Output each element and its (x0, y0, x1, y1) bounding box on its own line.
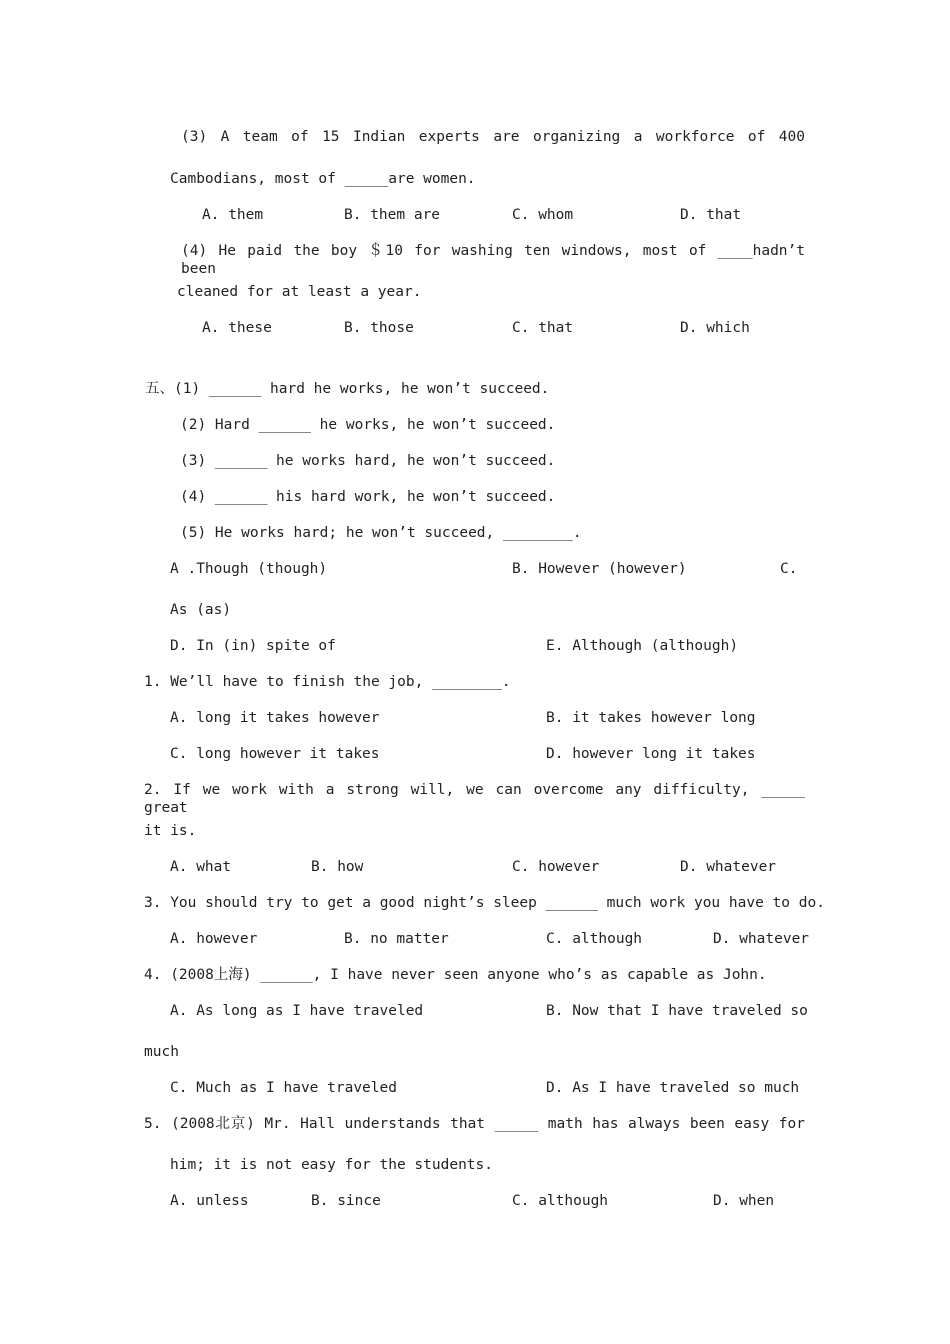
ex3-option-c: C. although (546, 931, 643, 947)
ex1-option-a: A. long it takes however (170, 710, 380, 726)
ex2-stem-line2: it is. (144, 823, 197, 839)
ex5-option-c: C. although (512, 1193, 609, 1209)
ex1-stem: 1. We’ll have to finish the job, ________. (144, 674, 511, 690)
ex3-option-a: A. however (170, 931, 258, 947)
ex1-option-d: D. however long it takes (546, 746, 756, 762)
section5-line1: 五、(1) ______ hard he works, he won’t succeed. (145, 381, 550, 397)
q3-stem-line2: Cambodians, most of _____are women. (170, 171, 476, 187)
ex2-option-d: D. whatever (680, 859, 777, 875)
ex2-option-b: B. how (311, 859, 364, 875)
section5-choice-d: D. In (in) spite of (170, 638, 336, 654)
q3-stem-line1: (3) A team of 15 Indian experts are organizing a workforce of 400 (181, 129, 805, 145)
section5-choice-e: E. Although (although) (546, 638, 739, 654)
ex4-option-b-cont: much (144, 1044, 179, 1060)
ex3-option-d: D. whatever (713, 931, 810, 947)
q4-stem-line2: cleaned for at least a year. (177, 284, 422, 300)
ex2-option-c: C. however (512, 859, 600, 875)
ex3-option-b: B. no matter (344, 931, 449, 947)
ex3-stem: 3. You should try to get a good night’s sleep ______ much work you have to do. (144, 895, 825, 911)
ex4-stem: 4. (2008上海) ______, I have never seen anyone who’s as capable as John. (144, 967, 767, 983)
q4-option-d: D. which (680, 320, 750, 336)
ex4-option-d: D. As I have traveled so much (546, 1080, 800, 1096)
ex4-option-c: C. Much as I have traveled (170, 1080, 397, 1096)
section5-line3: (3) ______ he works hard, he won’t succeed. (180, 453, 556, 469)
q3-option-d: D. that (680, 207, 742, 223)
ex5-stem-line2: him; it is not easy for the students. (170, 1157, 494, 1173)
section5-choice-b: B. However (however) (512, 561, 687, 577)
q4-option-c: C. that (512, 320, 574, 336)
section5-choice-c-word: As (as) (170, 602, 232, 618)
q4-stem-line1: (4) He paid the boy ＄10 for washing ten windows, most of ____hadn’t been (181, 243, 805, 277)
q3-option-b: B. them are (344, 207, 441, 223)
q4-option-b: B. those (344, 320, 414, 336)
ex2-stem-line1: 2. If we work with a strong will, we can overcome any difficulty, _____ great (144, 782, 805, 816)
ex4-option-b: B. Now that I have traveled so (546, 1003, 808, 1019)
section5-choice-a: A .Though (though) (170, 561, 328, 577)
ex5-option-b: B. since (311, 1193, 381, 1209)
q3-option-c: C. whom (512, 207, 574, 223)
ex2-option-a: A. what (170, 859, 232, 875)
ex5-stem-line1: 5. (2008北京) Mr. Hall understands that _____ math has always been easy for (144, 1116, 805, 1132)
section5-line4: (4) ______ his hard work, he won’t succeed. (180, 489, 556, 505)
ex1-option-c: C. long however it takes (170, 746, 380, 762)
ex1-option-b: B. it takes however long (546, 710, 756, 726)
ex5-option-d: D. when (713, 1193, 775, 1209)
q4-option-a: A. these (202, 320, 272, 336)
ex4-option-a: A. As long as I have traveled (170, 1003, 424, 1019)
section5-choice-c-label: C. (780, 561, 798, 577)
section5-line5: (5) He works hard; he won’t succeed, ________. (180, 525, 582, 541)
section5-line2: (2) Hard ______ he works, he won’t succeed. (180, 417, 556, 433)
ex5-option-a: A. unless (170, 1193, 249, 1209)
q3-option-a: A. them (202, 207, 264, 223)
